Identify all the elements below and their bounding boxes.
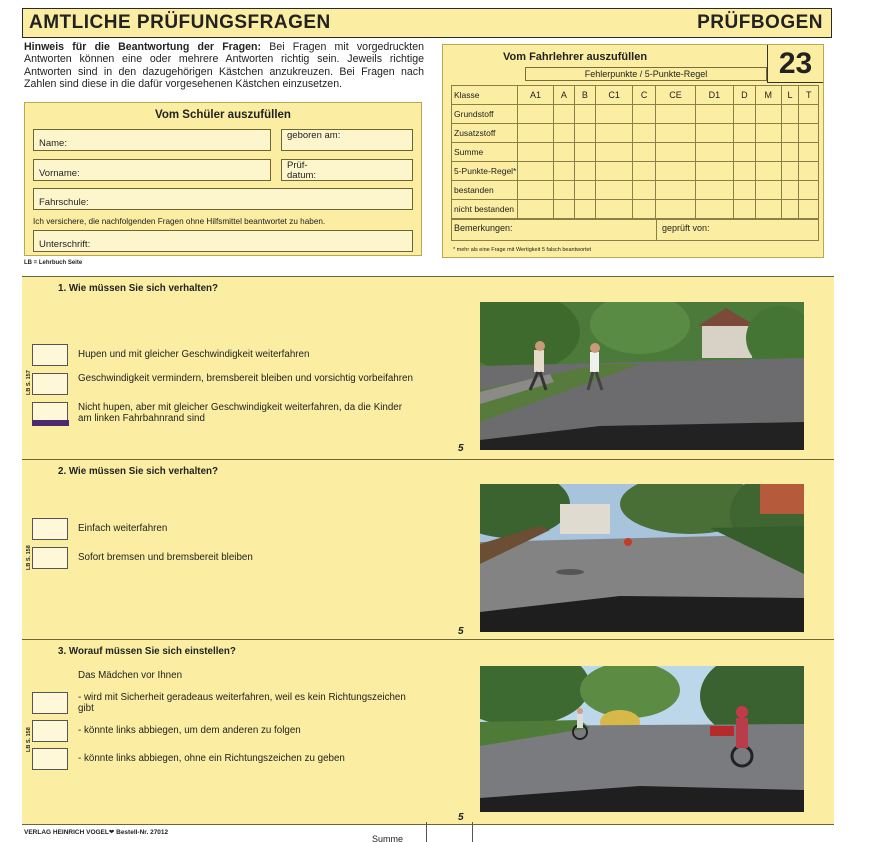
birthdate-field[interactable] — [281, 129, 413, 151]
question-2 — [22, 459, 834, 639]
score-cell[interactable] — [781, 200, 799, 219]
score-cell[interactable] — [733, 200, 755, 219]
score-table-header — [452, 86, 819, 105]
score-cell[interactable] — [781, 162, 799, 181]
score-cell[interactable] — [781, 105, 799, 124]
exam-date-label: Prüf- datum: — [287, 160, 317, 181]
score-cell[interactable] — [799, 200, 819, 219]
q1-option-2 — [32, 373, 418, 395]
q2-photo — [480, 484, 804, 632]
footnote: * mehr als eine Frage mit Wertigkeit 5 falsch beantwortet — [453, 247, 592, 253]
score-cell[interactable] — [633, 162, 655, 181]
remarks-row — [451, 219, 819, 241]
remarks-divider — [656, 220, 657, 240]
score-cell[interactable] — [733, 143, 755, 162]
class-column-c: C — [633, 86, 655, 105]
firstname-field[interactable] — [33, 159, 271, 181]
q3-points: 5 — [458, 812, 464, 823]
score-cell[interactable] — [733, 124, 755, 143]
instructions-body: Bei Fragen mit vorgedruckten Antworten können eine oder mehrere Antworten richtig sein. Jeweils richtige Antworten sind in den dazugehörigen Kästchen anzukreuzen. Bei Fragen nach Zahlen sind diese in die dafür vorgesehenen Kästchen einzusetzen. — [24, 41, 425, 91]
q3-option-2-text: - könnte links abbiegen, um dem anderen zu folgen — [78, 725, 301, 736]
class-column-a1: A1 — [518, 86, 554, 105]
score-cell[interactable] — [595, 181, 632, 200]
score-cell[interactable] — [518, 143, 554, 162]
score-row — [452, 105, 819, 124]
score-cell[interactable] — [518, 200, 554, 219]
score-cell[interactable] — [574, 200, 595, 219]
score-cell[interactable] — [655, 200, 695, 219]
question-3-title: 3. Worauf müssen Sie sich einstellen? — [58, 646, 236, 657]
score-cell[interactable] — [595, 162, 632, 181]
q2-option-1 — [32, 518, 418, 540]
q1-option-1-checkbox[interactable] — [32, 344, 68, 366]
q3-option-2-checkbox[interactable] — [32, 720, 68, 742]
score-cell[interactable] — [574, 181, 595, 200]
score-cell[interactable] — [518, 124, 554, 143]
score-row — [452, 181, 819, 200]
purple-marker — [32, 420, 69, 426]
score-row-label: 5-Punkte-Regel* — [452, 162, 518, 181]
score-cell[interactable] — [799, 181, 819, 200]
score-cell[interactable] — [696, 181, 733, 200]
publisher-note: VERLAG HEINRICH VOGEL❤ Bestell-Nr. 27012 — [24, 829, 169, 836]
birthdate-label: geboren am: — [287, 130, 341, 141]
sum-label: Summe — [372, 834, 404, 842]
q3-intro-text: Das Mädchen vor Ihnen — [78, 670, 183, 681]
sheet-title: AMTLICHE PRÜFUNGSFRAGEN — [29, 12, 331, 33]
firstname-label: Vorname: — [39, 168, 80, 179]
q1-photo — [480, 302, 804, 450]
driving-school-label: Fahrschule: — [39, 197, 89, 208]
question-3 — [22, 639, 834, 825]
sheet-header — [22, 8, 832, 38]
score-cell[interactable] — [633, 181, 655, 200]
instructor-section-title: Vom Fahrlehrer auszufüllen — [503, 51, 648, 63]
score-cell[interactable] — [781, 181, 799, 200]
class-column-t: T — [799, 86, 819, 105]
score-table — [451, 85, 819, 219]
declaration-text: Ich versichere, die nachfolgenden Fragen ohne Hilfsmittel beantwortet zu haben. — [33, 217, 326, 226]
question-2-title: 2. Wie müssen Sie sich verhalten? — [58, 466, 218, 477]
score-cell[interactable] — [696, 162, 733, 181]
score-cell[interactable] — [633, 105, 655, 124]
score-cell[interactable] — [633, 200, 655, 219]
class-column-l: L — [781, 86, 799, 105]
q1-option-3-text: Nicht hupen, aber mit gleicher Geschwindigkeit weiterfahren, da die Kinder am linken Fahrbahnrand sind — [78, 402, 403, 424]
instructor-section — [442, 44, 824, 258]
q2-points: 5 — [458, 626, 464, 637]
score-row — [452, 162, 819, 181]
score-cell[interactable] — [633, 124, 655, 143]
score-row — [452, 124, 819, 143]
score-cell[interactable] — [553, 124, 574, 143]
q1-option-1 — [32, 344, 418, 366]
score-cell[interactable] — [733, 105, 755, 124]
q3-option-1 — [32, 692, 418, 714]
score-cell[interactable] — [655, 105, 695, 124]
score-cell[interactable] — [781, 124, 799, 143]
q1-points: 5 — [458, 443, 464, 454]
score-row-label: bestanden — [452, 181, 518, 200]
student-section — [24, 102, 422, 256]
score-cell[interactable] — [574, 124, 595, 143]
score-cell[interactable] — [655, 143, 695, 162]
signature-field[interactable] — [33, 230, 413, 252]
sum-divider-right — [472, 822, 473, 842]
name-label: Name: — [39, 138, 67, 149]
score-cell[interactable] — [518, 181, 554, 200]
score-cell[interactable] — [756, 200, 781, 219]
score-cell[interactable] — [756, 181, 781, 200]
q2-option-1-checkbox[interactable] — [32, 518, 68, 540]
score-row-label: nicht bestanden — [452, 200, 518, 219]
score-cell[interactable] — [553, 162, 574, 181]
q3-photo — [480, 666, 804, 812]
score-cell[interactable] — [518, 105, 554, 124]
sheet-type: PRÜFBOGEN — [697, 12, 823, 33]
exam-sheet — [22, 8, 834, 842]
score-cell[interactable] — [756, 143, 781, 162]
score-cell[interactable] — [553, 105, 574, 124]
score-table-body — [452, 105, 819, 219]
class-column-b: B — [574, 86, 595, 105]
score-cell[interactable] — [696, 200, 733, 219]
score-cell[interactable] — [574, 162, 595, 181]
score-cell[interactable] — [799, 143, 819, 162]
score-cell[interactable] — [756, 162, 781, 181]
class-column-ce: CE — [655, 86, 695, 105]
score-cell[interactable] — [799, 105, 819, 124]
score-cell[interactable] — [595, 200, 632, 219]
signature-label: Unterschrift: — [39, 239, 91, 250]
q2-option-2-checkbox[interactable] — [32, 547, 68, 569]
q2-option-2-text: Sofort bremsen und bremsbereit bleiben — [78, 552, 253, 563]
score-cell[interactable] — [553, 143, 574, 162]
score-cell[interactable] — [781, 143, 799, 162]
class-column-d1: D1 — [696, 86, 733, 105]
score-cell[interactable] — [595, 143, 632, 162]
score-cell[interactable] — [553, 200, 574, 219]
class-column-a: A — [553, 86, 574, 105]
score-cell[interactable] — [633, 143, 655, 162]
question-3-reference: LB S. 158 — [26, 727, 32, 752]
score-cell[interactable] — [655, 162, 695, 181]
score-cell[interactable] — [655, 124, 695, 143]
score-row-label: Zusatzstoff — [452, 124, 518, 143]
sheet-number: 23 — [767, 45, 823, 83]
q3-option-3-text: - könnte links abbiegen, ohne ein Richtungszeichen zu geben — [78, 753, 345, 764]
score-cell[interactable] — [655, 181, 695, 200]
instructions-heading: Hinweis für die Beantwortung der Fragen: — [24, 41, 262, 53]
score-cell[interactable] — [595, 105, 632, 124]
remarks-label: Bemerkungen: — [454, 223, 513, 233]
score-row-label: Grundstoff — [452, 105, 518, 124]
score-cell[interactable] — [733, 181, 755, 200]
instructions-text — [24, 41, 424, 91]
q1-option-2-text: Geschwindigkeit vermindern, bremsbereit bleiben und vorsichtig vorbeifahren — [78, 373, 413, 384]
question-1-title: 1. Wie müssen Sie sich verhalten? — [58, 283, 218, 294]
class-column-d: D — [733, 86, 755, 105]
class-column-m: M — [756, 86, 781, 105]
q3-option-1-text: - wird mit Sicherheit geradeaus weiterfahren, weil es kein Richtungszeichen gibt — [78, 692, 406, 714]
q1-option-2-checkbox[interactable] — [32, 373, 68, 395]
score-cell[interactable] — [696, 143, 733, 162]
checked-by-label: geprüft von: — [662, 223, 710, 233]
q2-option-2 — [32, 547, 418, 569]
q3-option-3-checkbox[interactable] — [32, 748, 68, 770]
score-cell[interactable] — [756, 124, 781, 143]
score-cell[interactable] — [799, 162, 819, 181]
q3-option-2 — [32, 720, 418, 742]
q2-option-1-text: Einfach weiterfahren — [78, 523, 168, 534]
score-cell[interactable] — [553, 181, 574, 200]
class-label: Klasse — [452, 86, 518, 105]
score-row — [452, 200, 819, 219]
score-cell[interactable] — [518, 162, 554, 181]
student-section-title: Vom Schüler auszufüllen — [155, 109, 291, 121]
score-cell[interactable] — [696, 124, 733, 143]
question-2-reference: LB S. 158 — [26, 545, 32, 570]
q1-option-3 — [32, 402, 418, 424]
driving-school-field[interactable] — [33, 188, 413, 210]
exam-date-field[interactable] — [281, 159, 413, 181]
lb-abbreviation-note: LB = Lehrbuch Seite — [24, 260, 83, 266]
q1-option-1-text: Hupen und mit gleicher Geschwindigkeit weiterfahren — [78, 349, 310, 360]
score-row-label: Summe — [452, 143, 518, 162]
score-cell[interactable] — [799, 124, 819, 143]
score-row — [452, 143, 819, 162]
class-column-c1: C1 — [595, 86, 632, 105]
error-points-heading: Fehlerpunkte / 5-Punkte-Regel — [525, 67, 767, 81]
q3-option-3 — [32, 748, 418, 770]
sum-divider-left — [426, 822, 427, 842]
question-1 — [22, 276, 834, 459]
score-cell[interactable] — [696, 105, 733, 124]
score-cell[interactable] — [574, 105, 595, 124]
name-field[interactable] — [33, 129, 271, 151]
score-cell[interactable] — [595, 124, 632, 143]
question-1-reference: LB S. 157 — [26, 370, 32, 395]
score-cell[interactable] — [574, 143, 595, 162]
score-cell[interactable] — [733, 162, 755, 181]
score-cell[interactable] — [756, 105, 781, 124]
q3-option-1-checkbox[interactable] — [32, 692, 68, 714]
